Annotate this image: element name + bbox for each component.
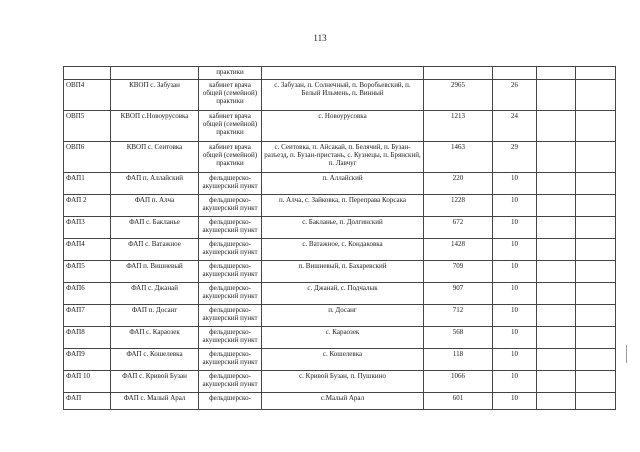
population-cell: 1428 [424,239,493,261]
table-row [64,67,616,80]
distance-cell: 10 [493,283,537,305]
type-cell: фельдшерско-акушерский пункт [199,349,262,371]
distance-cell: 10 [493,305,537,327]
type-cell: фельдшерско-акушерский пункт [199,173,262,195]
name-cell: ФАП с. Ватажное [111,239,199,261]
empty-cell [537,349,576,371]
settlements-cell: с. Новоурусовка [262,111,424,142]
name-cell: ФАП п. Вишневый [111,261,199,283]
empty-cell [576,80,616,111]
distance-cell: 10 [493,393,537,410]
code-cell: ФАП 2 [64,195,111,217]
name-cell: ФАП с. Малый Арал [111,393,199,410]
table-row [64,261,616,283]
empty-cell [537,327,576,349]
population-cell: 2965 [424,80,493,111]
type-cell: фельдшерско-акушерский пункт [199,327,262,349]
distance-cell: 10 [493,261,537,283]
empty-cell [576,111,616,142]
settlements-cell: п. Аллайский [262,173,424,195]
population-cell: 709 [424,261,493,283]
type-cell: фельдшерско-акушерский пункт [199,371,262,393]
population-cell: 118 [424,349,493,371]
population-cell [424,67,493,80]
empty-cell [537,195,576,217]
name-cell: ФАП с. Бакланье [111,217,199,239]
table-row [64,142,616,173]
name-cell: ФАП с. Караозек [111,327,199,349]
code-cell [64,67,111,80]
code-cell: ФАП6 [64,283,111,305]
name-cell: КВОП с. Сеитовка [111,142,199,173]
name-cell: КВОП с.Новоурусовка [111,111,199,142]
type-cell: фельдшерско-акушерский пункт [199,217,262,239]
table-row [64,305,616,327]
type-cell: практики [199,67,262,80]
settlements-cell: с. Джанай, с. Подчалык [262,283,424,305]
distance-cell: 26 [493,80,537,111]
table-row [64,349,616,371]
population-cell: 712 [424,305,493,327]
empty-cell [576,349,616,371]
empty-cell [537,393,576,410]
name-cell: КВОП с. Забузан [111,80,199,111]
name-cell: ФАП п. Алча [111,195,199,217]
table-row [64,239,616,261]
empty-cell [576,261,616,283]
table-row [64,371,616,393]
table-row [64,111,616,142]
settlements-cell: с. Кривой Бузан, п. Пушкино [262,371,424,393]
code-cell: ФАП4 [64,239,111,261]
page-number: 113 [313,33,327,43]
distance-cell: 24 [493,111,537,142]
code-cell: ФАП1 [64,173,111,195]
population-cell: 1228 [424,195,493,217]
empty-cell [537,80,576,111]
distance-cell: 10 [493,239,537,261]
table-row [64,173,616,195]
name-cell: ФАП с. Кошелевка [111,349,199,371]
code-cell: ФАП8 [64,327,111,349]
empty-cell [576,305,616,327]
type-cell: фельдшерско-акушерский пункт [199,239,262,261]
settlements-cell: с.Малый Арал [262,393,424,410]
type-cell: кабинет врача общей (семейной) практики [199,80,262,111]
settlements-cell: п. Вишневый, п. Бахаревский [262,261,424,283]
code-cell: ОВП6 [64,142,111,173]
empty-cell [576,283,616,305]
code-cell: ФАП9 [64,349,111,371]
table-row [64,217,616,239]
code-cell: ФАП [64,393,111,410]
population-cell: 1213 [424,111,493,142]
type-cell: фельдшерско-акушерский пункт [199,305,262,327]
type-cell: фельдшерско-акушерский пункт [199,283,262,305]
distance-cell: 10 [493,349,537,371]
type-cell: фельдшерско-акушерский пункт [199,261,262,283]
code-cell: ФАП7 [64,305,111,327]
name-cell: ФАП п. Аллайский [111,173,199,195]
settlements-cell: с. Забузан, п. Солнечный, п. Воробьевский, п. Белый Ильмень, п. Винный [262,80,424,111]
type-cell: фельдшерско-акушерский пункт [199,195,262,217]
code-cell: ФАП5 [64,261,111,283]
distance-cell [493,67,537,80]
distance-cell: 10 [493,173,537,195]
population-cell: 907 [424,283,493,305]
settlements-cell [262,67,424,80]
empty-cell [576,173,616,195]
table-row [64,80,616,111]
population-cell: 1066 [424,371,493,393]
type-cell: фельдшерско- [199,393,262,410]
empty-cell [537,239,576,261]
settlements-cell: с. Бакланье, п. Долгинский [262,217,424,239]
settlements-cell: с. Кошелевка [262,349,424,371]
type-cell: кабинет врача общей (семейной) практики [199,142,262,173]
table-row [64,393,616,410]
empty-cell [537,305,576,327]
population-cell: 672 [424,217,493,239]
empty-cell [576,195,616,217]
type-cell: кабинет врача общей (семейной) практики [199,111,262,142]
empty-cell [576,393,616,410]
empty-cell [537,67,576,80]
population-cell: 601 [424,393,493,410]
empty-cell [537,261,576,283]
distance-cell: 10 [493,327,537,349]
empty-cell [537,371,576,393]
empty-cell [576,371,616,393]
table-row [64,327,616,349]
population-cell: 568 [424,327,493,349]
table-row [64,195,616,217]
name-cell [111,67,199,80]
scan-artifact-line [626,345,627,363]
distance-cell: 10 [493,371,537,393]
empty-cell [576,67,616,80]
empty-cell [537,283,576,305]
empty-cell [576,239,616,261]
empty-cell [537,173,576,195]
empty-cell [537,217,576,239]
settlements-cell: с. Сеитовка, п. Айсакай, п. Белячий, п. Бузан-разъезд, п. Бузан-пристань, с. Кузнецы, п. Брянский, п. Лавчуг [262,142,424,173]
empty-cell [576,327,616,349]
settlements-cell: п. Алча, с. Зайковка, п. Переправа Корсака [262,195,424,217]
population-cell: 220 [424,173,493,195]
name-cell: ФАП с. Кривой Бузан [111,371,199,393]
distance-cell: 29 [493,142,537,173]
distance-cell: 10 [493,217,537,239]
table-row [64,283,616,305]
empty-cell [537,142,576,173]
code-cell: ФАП3 [64,217,111,239]
empty-cell [576,217,616,239]
empty-cell [537,111,576,142]
settlements-cell: п. Досанг [262,305,424,327]
population-cell: 1463 [424,142,493,173]
settlements-cell: с. Ватажное, с. Кондаковка [262,239,424,261]
distance-cell: 10 [493,195,537,217]
name-cell: ФАП с. Джанай [111,283,199,305]
code-cell: ФАП 10 [64,371,111,393]
name-cell: ФАП п. Досанг [111,305,199,327]
facilities-table [63,66,616,410]
code-cell: ОВП5 [64,111,111,142]
settlements-cell: с. Караозек [262,327,424,349]
code-cell: ОВП4 [64,80,111,111]
empty-cell [576,142,616,173]
